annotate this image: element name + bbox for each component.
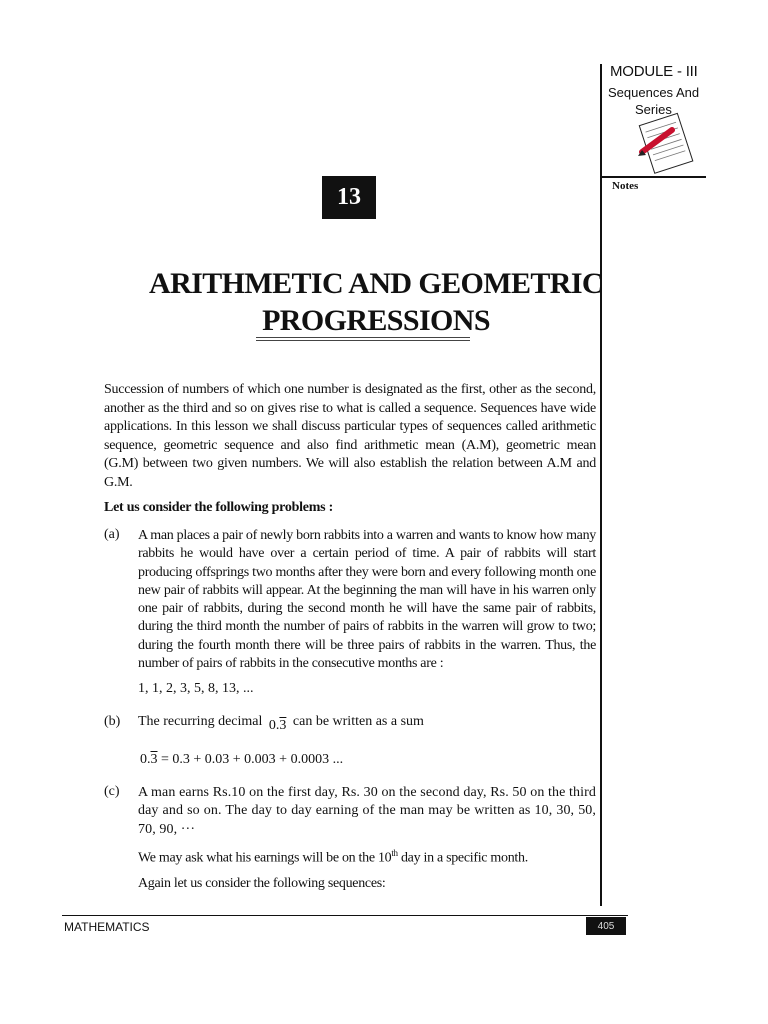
ask-before: We may ask what his earnings will be on the 10: [138, 850, 392, 866]
module-label: MODULE - III: [610, 63, 698, 80]
module-subtitle-line1: Sequences And: [608, 85, 700, 100]
recurring-decimal: [269, 718, 287, 733]
tenth-day-question: [138, 848, 528, 867]
equation-lhs: [140, 752, 158, 767]
page-number: 405: [586, 917, 626, 935]
notes-label: Notes: [612, 180, 639, 192]
chapter-title-line1: ARITHMETIC AND GEOMETRIC: [149, 267, 603, 300]
eq-decimal-repeat: 3: [150, 752, 158, 767]
ask-sup: th: [391, 848, 398, 858]
decimal-repeat: 3: [279, 718, 287, 733]
title-underline-bottom: [256, 340, 470, 341]
problem-c-text: A man earns Rs.10 on the first day, Rs. 30 on the second day, Rs. 50 on the third day and so on. The day to day earning of the man may be written as 10, 30, 50, 70, 90, ···: [138, 785, 596, 837]
module-subtitle-line2: Series: [635, 102, 672, 117]
problem-a-label: (a): [104, 527, 120, 542]
problem-b-label: (b): [104, 714, 121, 729]
chapter-title-line2: PROGRESSIONS: [262, 304, 490, 337]
footer-subject: MATHEMATICS: [64, 920, 150, 934]
intro-paragraph: Succession of numbers of which one number is designated as the first, other as the second, another as the third and so on gives rise to what is called a sequence. Sequences have wide applications. In this lesson we shall discuss particular types of sequences called arithmetic sequence, geometric sequence and also find arithmetic mean (A.M), geometric mean (G.M) between two given numbers. We will also establish the relation between A.M and G.M.: [104, 382, 596, 490]
problem-a-text: A man places a pair of newly born rabbits into a warren and wants to know how many rabbits he would have over a certain period of time. A pair of rabbits will start producing offsprings two months after they were born and every following month one new pair of rabbits will appear. At the beginning the man will have in his warren only one pair of rabbits, during the second month he will have the same pair of rabbits, during the third month the number of pairs of rabbits in the warren will grow to two; during the fourth month there will be three pairs of rabbits in the warren. Thus, the number of pairs of rabbits in the consecutive months are :: [138, 528, 596, 672]
notes-rule: [600, 176, 706, 178]
recurring-decimal-equation: [140, 752, 343, 768]
chapter-number-badge: 13: [322, 176, 376, 219]
decimal-int: 0.: [268, 718, 280, 733]
consider-sequences-line: Again let us consider the following sequences:: [138, 876, 386, 891]
ask-after: day in a specific month.: [397, 850, 528, 866]
eq-decimal-int: 0.: [140, 752, 151, 767]
problems-heading: Let us consider the following problems :: [104, 500, 334, 515]
title-underline-top: [256, 337, 470, 338]
margin-rule: [600, 64, 602, 906]
problem-b-text-after: can be written as a sum: [292, 714, 424, 729]
problem-b-text: [138, 714, 424, 733]
equation-rhs: = 0.3 + 0.03 + 0.003 + 0.0003 ...: [161, 752, 344, 767]
notebook-pencil-icon: [632, 110, 702, 176]
rabbit-sequence: 1, 1, 2, 3, 5, 8, 13, ...: [138, 681, 254, 696]
problem-c-label: (c): [104, 784, 120, 799]
footer-rule: [62, 915, 628, 916]
problem-b-text-before: The recurring decimal: [138, 714, 263, 729]
